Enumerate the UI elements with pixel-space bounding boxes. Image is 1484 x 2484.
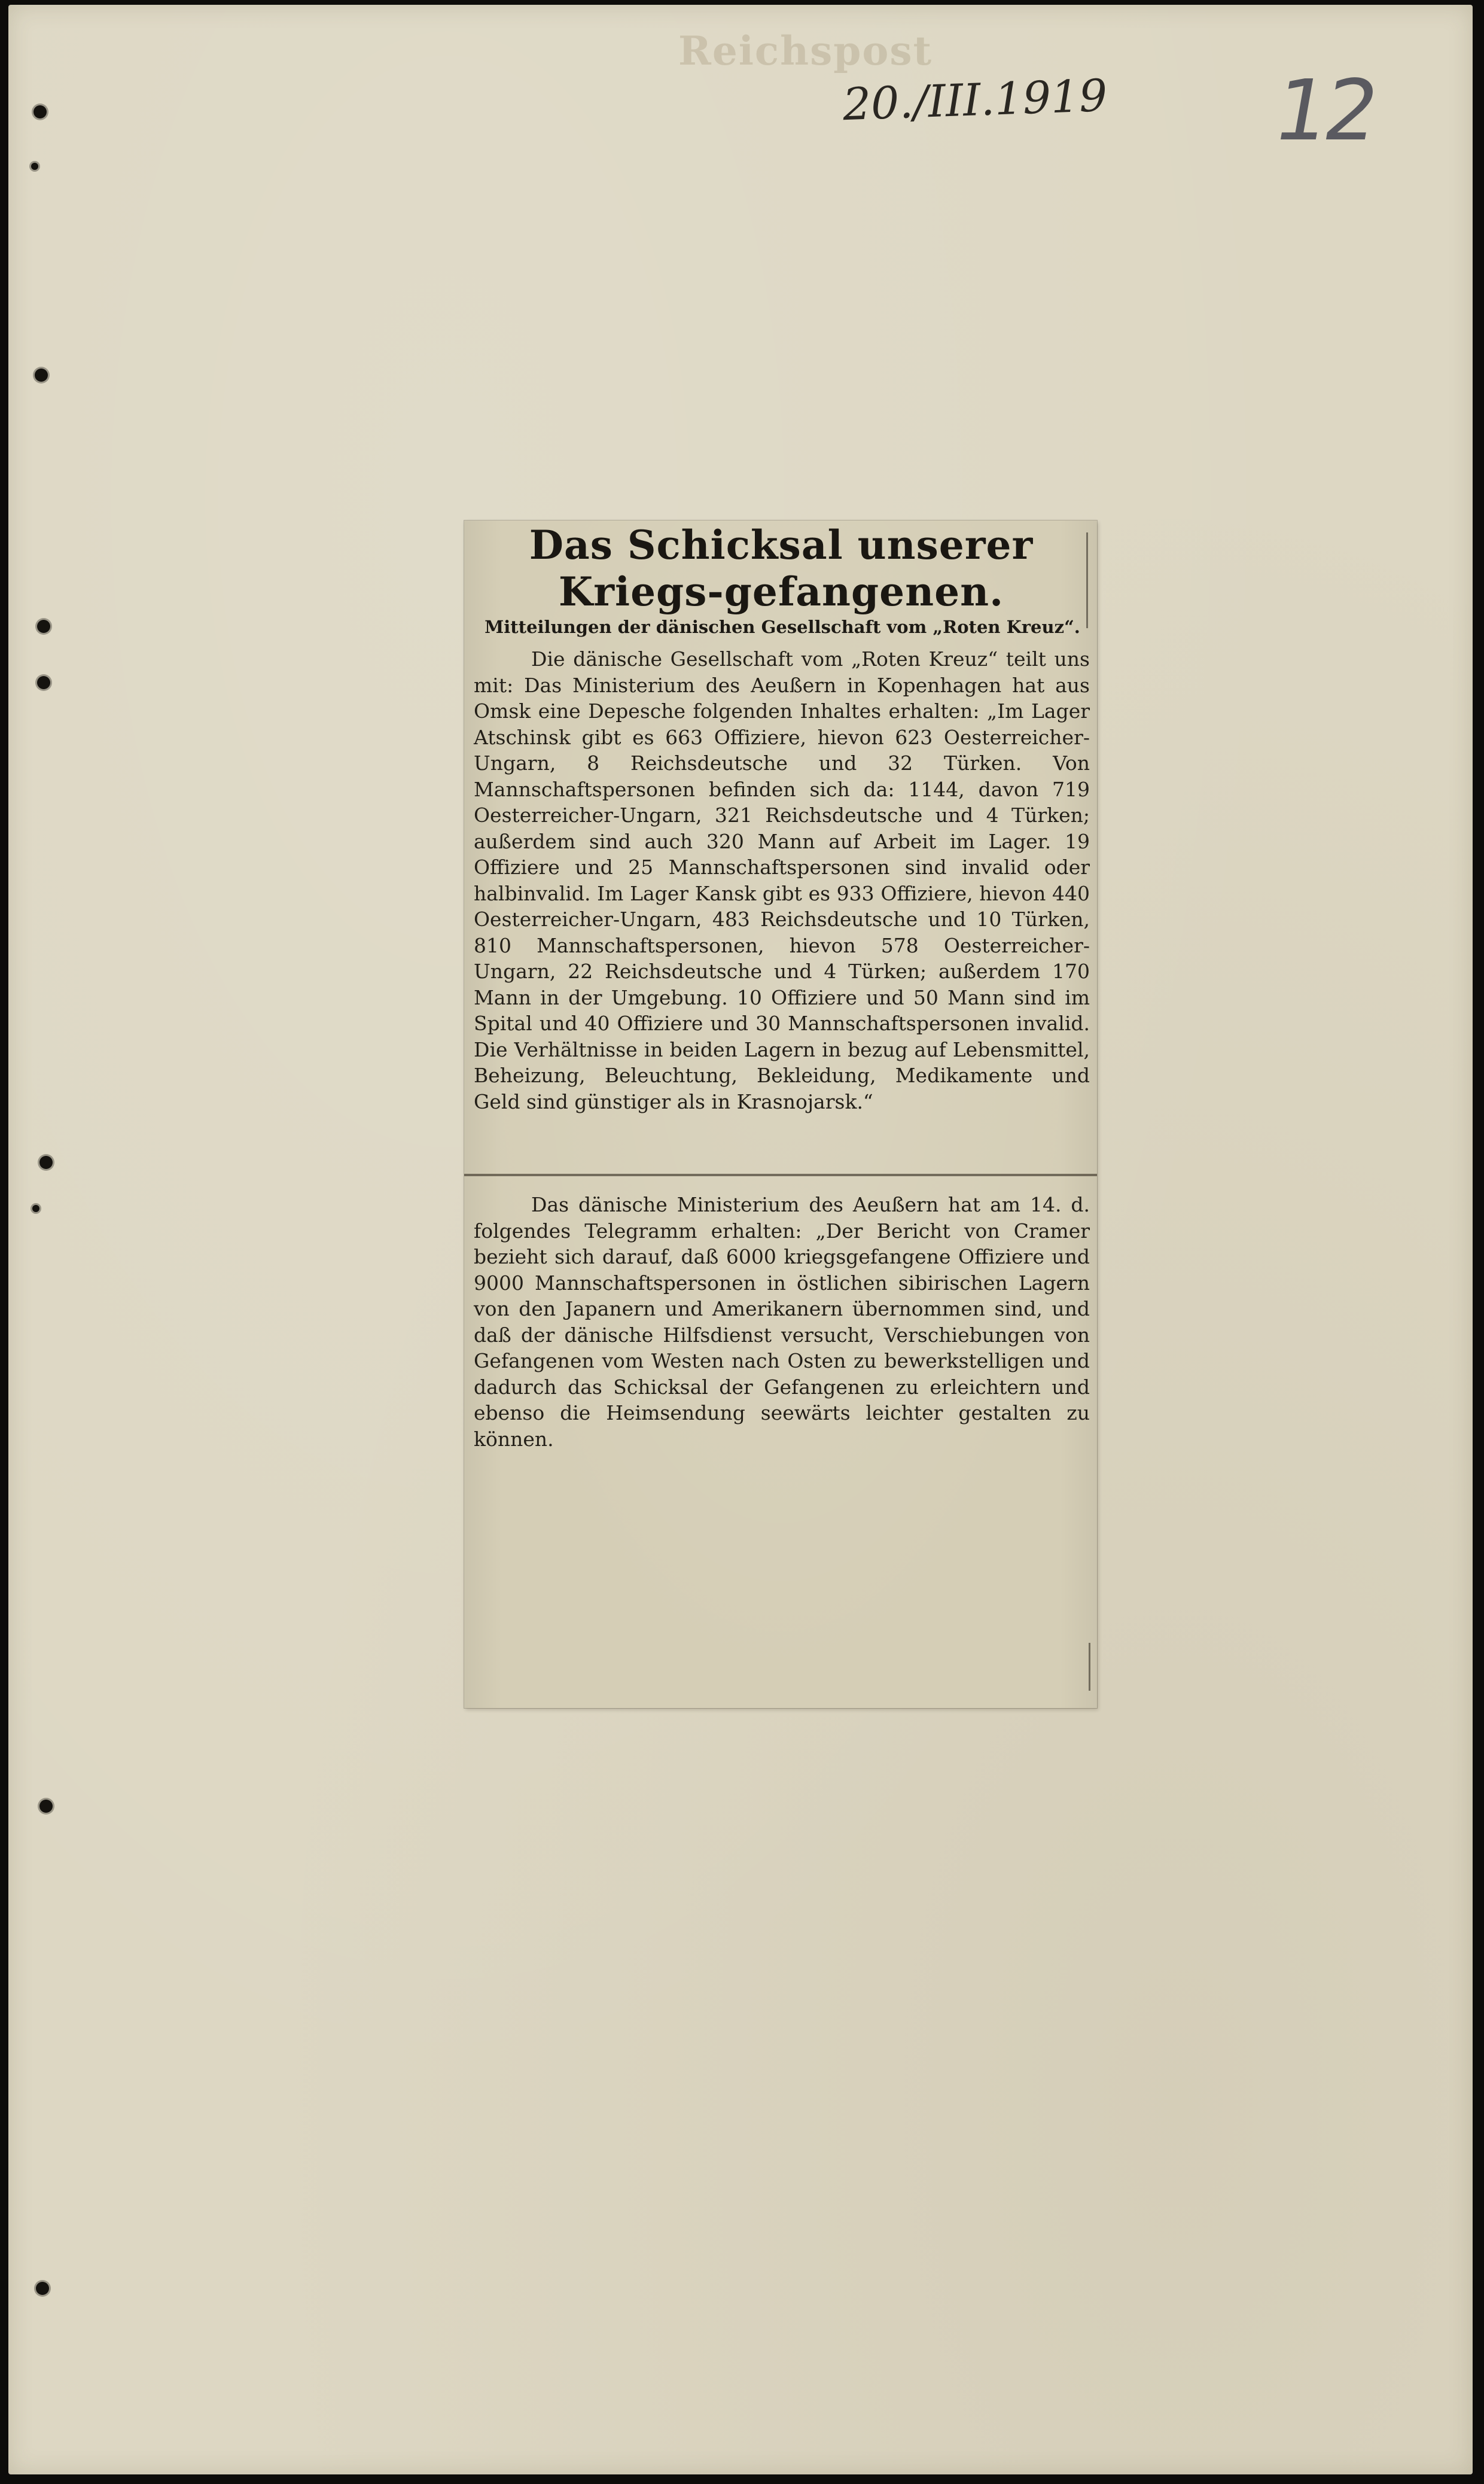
newspaper-clipping — [464, 520, 1097, 1708]
binding-hole — [37, 620, 50, 633]
clipping-edge-mark — [1086, 532, 1088, 628]
clipping-subheadline: Mitteilungen der dänischen Gesellschaft vom „Roten Kreuz“. — [484, 617, 1080, 637]
handwritten-date: 20./III.1919 — [842, 69, 1108, 131]
binding-hole — [31, 163, 38, 170]
clipping-paragraph-2: Das dänische Ministerium des Aeußern hat am 14. d. folgendes Telegramm erhalten: „Der Bericht von Cramer bezieht sich darauf, daß 6000 kriegsgefangene Offiziere und 9000 Mannschaftspersonen in östlichen sibirischen Lagern von den Japanern und Amerikanern übernommen sind, und daß der dänische Hilfsdienst versucht, Verschiebungen von Gefangenen vom Westen nach Osten zu bewerkstelligen und dadurch das Schicksal der Gefangenen zu erleichtern und ebenso die Heimsendung seewärts leichter gestalten zu können. — [474, 1193, 1090, 1451]
binding-hole — [36, 2282, 49, 2295]
faint-stamp: Reichspost — [678, 28, 933, 74]
binding-hole — [33, 105, 47, 118]
binding-hole — [39, 1156, 53, 1169]
clipping-headline: Das Schicksal unserer Kriegs-gefangenen. — [529, 522, 1034, 615]
binding-hole — [39, 1800, 53, 1813]
clipping-edge-mark — [1089, 1643, 1090, 1691]
archive-sheet — [8, 5, 1473, 2474]
binding-hole — [37, 676, 50, 689]
clipping-paragraph-1: Die dänische Gesellschaft vom „Roten Kreuz“ teilt uns mit: Das Ministerium des Aeußern in Kopenhagen hat aus Omsk eine Depesche folgenden Inhaltes erhalten: „Im Lager Atschinsk gibt es 663 Offiziere, hievon 623 Oesterreicher-Ungarn, 8 Reichsdeutsche und 32 Türken. Von Mannschaftspersonen befinden sich da: 1144, davon 719 Oesterreicher-Ungarn, 321 Reichsdeutsche und 4 Türken; außerdem sind auch 320 Mann auf Arbeit im Lager. 19 Offiziere und 25 Mannschaftspersonen sind invalid oder halbinvalid. Im Lager Kansk gibt es 933 Offiziere, hievon 440 Oesterreicher-Ungarn, 483 Reichsdeutsche und 10 Türken, 810 Mannschaftspersonen, hievon 578 Oesterreicher-Ungarn, 22 Reichsdeutsche und 4 Türken; außerdem 170 Mann in der Umgebung. 10 Offiziere und 50 Mann sind im Spital und 40 Offiziere und 30 Mannschaftspersonen invalid. Die Verhältnisse in beiden Lagern in bezug auf Lebensmittel, Beheizung, Beleuchtung, Bekleidung, Medikamente und Geld sind günstiger als in Krasnojarsk.“ — [474, 647, 1090, 1113]
binding-hole — [35, 369, 48, 382]
binding-hole — [32, 1205, 39, 1212]
clipping-divider — [464, 1174, 1097, 1176]
page-number: 12 — [1266, 62, 1384, 160]
